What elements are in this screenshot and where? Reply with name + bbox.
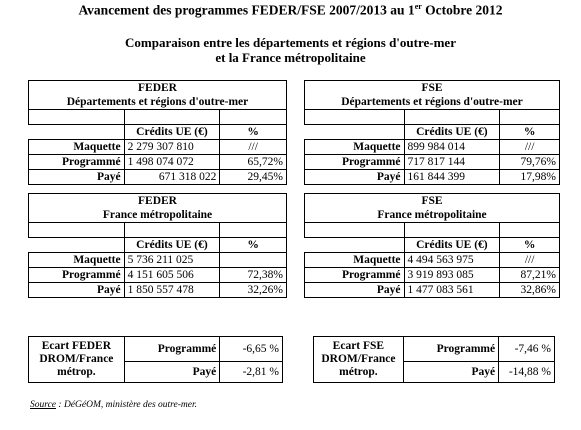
table-row [29,283,287,298]
pct-value [220,253,287,268]
col-pct: % [500,125,560,140]
fund-name: FSE [305,194,560,209]
col-credits: Crédits UE (€) [404,238,500,253]
pct-value: /// [500,253,560,268]
pct-value: 65,72% [220,155,287,170]
ecart-prog-value: -7,46 % [499,337,555,362]
table-row [29,253,287,268]
col-pct: % [220,125,287,140]
row-label: Payé [305,170,405,185]
col-pct: % [500,238,560,253]
source-label: Source [30,400,57,410]
credits-value: 3 919 893 085 [404,268,500,283]
credits-value: 5 736 211 025 [124,253,220,268]
pct-value: 72,38% [220,268,287,283]
ecart-label: Ecart FEDER DROM/France métrop. [29,337,125,383]
subtitle-line-2: et la France métropolitaine [215,50,366,65]
source-text: : DéGéOM, ministère des outre-mer. [56,400,198,410]
ecart-paye-label: Payé [403,362,498,383]
credits-value: 1 850 557 478 [124,283,220,298]
table-fse-metro [304,193,560,298]
table-row [305,283,560,298]
table-row [305,253,560,268]
table-row [305,155,560,170]
credits-value: 899 984 014 [404,140,500,155]
credits-value: 2 279 307 810 [124,140,220,155]
credits-value: 1 477 083 561 [404,283,500,298]
row-label: Programmé [305,155,405,170]
table-row [305,170,560,185]
table-row [305,268,560,283]
ecart-label: Ecart FSE DROM/France métrop. [314,337,404,383]
document-title: Avancement des programmes FEDER/FSE 2007/2013 au 1er Octobre 2012 [78,2,503,18]
table-row [305,140,560,155]
col-credits: Crédits UE (€) [124,125,220,140]
row-label: Programmé [29,268,125,283]
row-label: Payé [305,283,405,298]
row-label: Maquette [305,140,405,155]
ecart-prog-value: -6,65 % [220,337,283,362]
ecart-prog-label: Programmé [124,337,220,362]
col-pct: % [220,238,287,253]
row-label: Maquette [29,253,125,268]
credits-value: 717 817 144 [404,155,500,170]
table-row [29,170,287,185]
table-row [29,268,287,283]
credits-value: 671 318 022 [124,170,220,185]
row-label: Programmé [29,155,125,170]
credits-value: 4 151 605 506 [124,268,220,283]
table-ecart-feder [28,336,283,383]
scope-name: Départements et régions d'outre-mer [29,95,287,110]
pct-value: /// [500,140,560,155]
scope-name: Départements et régions d'outre-mer [305,95,560,110]
credits-value: 161 844 399 [404,170,500,185]
subtitle-line-1: Comparaison entre les départements et régions d'outre-mer [125,35,456,50]
pct-value: 79,76% [500,155,560,170]
table-feder-drom [28,80,287,185]
row-label: Maquette [305,253,405,268]
pct-value: 87,21% [500,268,560,283]
table-row [29,140,287,155]
table-feder-metro [28,193,287,298]
ecart-paye-value: -2,81 % [220,362,283,383]
source-note [30,400,197,410]
scope-name: France métropolitaine [29,208,287,223]
table-fse-drom [304,80,560,185]
ecart-paye-value: -14,88 % [499,362,555,383]
table-ecart-fse [313,336,555,383]
pct-value: /// [220,140,287,155]
pct-value: 32,26% [220,283,287,298]
credits-value: 4 494 563 975 [404,253,500,268]
fund-name: FSE [305,81,560,96]
credits-value: 1 498 074 072 [124,155,220,170]
pct-value: 32,86% [500,283,560,298]
col-credits: Crédits UE (€) [404,125,500,140]
row-label: Payé [29,170,125,185]
document-subtitle [0,35,581,65]
row-label: Programmé [305,268,405,283]
row-label: Payé [29,283,125,298]
fund-name: FEDER [29,194,287,209]
table-row [29,155,287,170]
scope-name: France métropolitaine [305,208,560,223]
row-label: Maquette [29,140,125,155]
pct-value: 17,98% [500,170,560,185]
pct-value: 29,45% [220,170,287,185]
ecart-prog-label: Programmé [403,337,498,362]
fund-name: FEDER [29,81,287,96]
col-credits: Crédits UE (€) [124,238,220,253]
ecart-paye-label: Payé [124,362,220,383]
